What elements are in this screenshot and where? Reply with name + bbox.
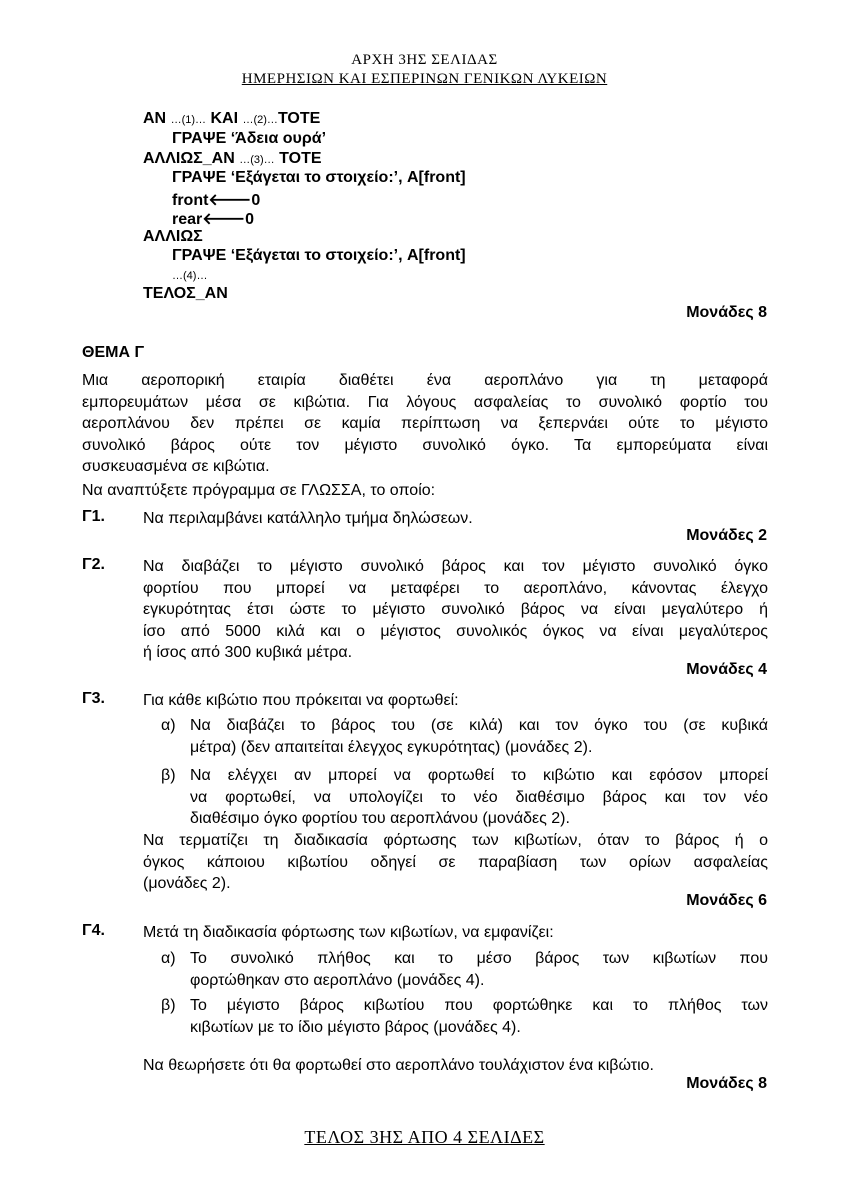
g4-note: Να θεωρήσετε ότι θα φορτωθεί στο αεροπλάνο τουλάχιστον ένα κιβώτιο. xyxy=(143,1057,654,1074)
g3-end-line: Να τερματίζει τη διαδικασία φόρτωσης των κιβωτίων, όταν το βάρος ή ο xyxy=(143,832,768,849)
code-line-7: ΑΛΛΙΩΣ xyxy=(143,228,203,245)
intro-paragraph xyxy=(82,370,768,478)
g2-line: ή ίσος από 300 κυβικά μέτρα. xyxy=(143,644,353,661)
intro-line: συνολικό βάρος ούτε τον μέγιστο συνολικό όγκο. Τα εμπορεύματα είναι xyxy=(82,436,768,454)
intro-line: Μια αεροπορική εταιρία διαθέτει ένα αεροπλάνο για τη μεταφορά xyxy=(82,372,768,389)
g3-b-paragraph xyxy=(190,765,768,830)
placeholder-4: …(4)… xyxy=(172,270,208,282)
section-title: ΘΕΜΑ Γ xyxy=(82,344,145,361)
g3-b-line: διαθέσιμο όγκο φορτίου του αεροπλάνου (μονάδες 2). xyxy=(190,810,570,827)
marks-label-5: Μονάδες 8 xyxy=(686,1075,767,1092)
g3-b-label: β) xyxy=(161,767,176,784)
g3-text: Για κάθε κιβώτιο που πρόκειται να φορτωθεί: xyxy=(143,692,459,709)
g4-b-line: Το μέγιστο βάρος κιβωτίου που φορτώθηκε και το πλήθος των xyxy=(190,997,768,1014)
g4-a-line: φορτώθηκαν στο αεροπλάνο (μονάδες 4). xyxy=(190,971,485,989)
g2-label: Γ2. xyxy=(82,556,105,573)
code-line-10: ΤΕΛΟΣ_ΑΝ xyxy=(143,285,228,302)
g4-b-line: κιβωτίων με το ίδιο μέγιστο βάρος (μονάδες 4). xyxy=(190,1018,521,1036)
g4-text: Μετά τη διαδικασία φόρτωσης των κιβωτίων, να εμφανίζει: xyxy=(143,924,554,941)
task-statement: Να αναπτύξετε πρόγραμμα σε ΓΛΩΣΣΑ, το οποίο: xyxy=(82,482,436,499)
kw-tote-2: ΤΟΤΕ xyxy=(279,150,322,167)
g2-line: φορτίου που μπορεί να μεταφέρει το αεροπλάνο, κάνοντας έλεγχο xyxy=(143,579,768,597)
placeholder-2: …(2)… xyxy=(242,114,278,126)
page-header-subtitle xyxy=(0,71,849,88)
g1-label: Γ1. xyxy=(82,508,105,525)
kw-tote: ΤΟΤΕ xyxy=(277,110,321,127)
intro-line: συσκευασμένα σε κιβώτια. xyxy=(82,458,270,475)
g4-label: Γ4. xyxy=(82,922,105,939)
g3-end-line: όγκος κάποιου κιβωτίου οδηγεί σε παραβίαση των ορίων ασφαλείας xyxy=(143,853,768,871)
placeholder-3: …(3)… xyxy=(239,154,275,166)
kw-an: ΑΝ xyxy=(143,110,167,127)
g4-a-label: α) xyxy=(161,950,176,967)
g1-text: Να περιλαμβάνει κατάλληλο τμήμα δηλώσεων. xyxy=(143,510,473,527)
code-line-5: front🡐0 xyxy=(172,192,261,209)
code-line-8: ΓΡΑΨΕ ‘Εξάγεται το στοιχείο:’, A[front] xyxy=(172,247,466,264)
g2-line: Να διαβάζει το μέγιστο συνολικό βάρος και τον μέγιστο συνολικό όγκο xyxy=(143,558,768,575)
g3-b-line: να φορτωθεί, να υπολογίζει το νέο διαθέσιμο βάρος και τον νέο xyxy=(190,788,768,806)
marks-label-3: Μονάδες 4 xyxy=(686,661,767,678)
g3-end-paragraph xyxy=(143,830,768,895)
marks-label-1: Μονάδες 8 xyxy=(686,304,767,321)
g3-end-line: (μονάδες 2). xyxy=(143,875,231,892)
g3-b-line: Να ελέγχει αν μπορεί να φορτωθεί το κιβώτιο και εφόσον μπορεί xyxy=(190,767,768,784)
placeholder-1: …(1)… xyxy=(170,114,207,126)
page-header-top: ΑΡΧΗ 3ΗΣ ΣΕΛΙΔΑΣ xyxy=(351,52,498,68)
g3-label: Γ3. xyxy=(82,690,105,707)
g3-a-paragraph xyxy=(190,715,768,758)
footer-text: ΤΕΛΟΣ 3ΗΣ ΑΠΟ 4 ΣΕΛΙΔΕΣ xyxy=(304,1127,545,1147)
code-line-3 xyxy=(143,150,322,168)
code-line-6: rear🡐0 xyxy=(172,211,255,228)
g2-paragraph xyxy=(143,556,768,664)
intro-line: αεροπλάνου δεν πρέπει σε καμία περίπτωση να ξεπερνάει ούτε το μέγιστο xyxy=(82,415,768,432)
g2-line: ίσο από 5000 κιλά και ο μέγιστος συνολικός όγκος να είναι μεγαλύτερος xyxy=(143,622,768,640)
kw-allios-an: ΑΛΛΙΩΣ_ΑΝ xyxy=(143,150,235,167)
code-line-4: ΓΡΑΨΕ ‘Εξάγεται το στοιχείο:’, A[front] xyxy=(172,169,466,186)
code-line-1 xyxy=(143,110,320,128)
g3-a-line: μέτρα) (δεν απαιτείται έλεγχος εγκυρότητας) (μονάδες 2). xyxy=(190,738,593,756)
g3-a-label: α) xyxy=(161,717,176,734)
header-subtitle-text: ΗΜΕΡΗΣΙΩΝ ΚΑΙ ΕΣΠΕΡΙΝΩΝ ΓΕΝΙΚΩΝ ΛΥΚΕΙΩΝ xyxy=(241,71,608,87)
g4-a-line: Το συνολικό πλήθος και το μέσο βάρος των κιβωτίων που xyxy=(190,950,768,967)
g4-b-paragraph xyxy=(190,995,768,1038)
g3-a-line: Να διαβάζει το βάρος του (σε κιλά) και τον όγκο του (σε κυβικά xyxy=(190,717,768,734)
marks-label-2: Μονάδες 2 xyxy=(686,527,767,544)
page-footer xyxy=(0,1127,849,1148)
code-line-2: ΓΡΑΨΕ ‘Άδεια ουρά’ xyxy=(172,130,327,147)
g4-a-paragraph xyxy=(190,948,768,991)
marks-label-4: Μονάδες 6 xyxy=(686,892,767,909)
g4-b-label: β) xyxy=(161,997,176,1014)
kw-kai: ΚΑΙ xyxy=(210,110,239,127)
code-line-9 xyxy=(172,266,207,284)
intro-line: εμπορευμάτων μέσα σε κιβώτια. Για λόγους ασφαλείας το συνολικό φορτίο του xyxy=(82,393,768,411)
g2-line: εγκυρότητας έτσι ώστε το μέγιστο συνολικό βάρος να είναι μεγαλύτερο ή xyxy=(143,601,768,618)
